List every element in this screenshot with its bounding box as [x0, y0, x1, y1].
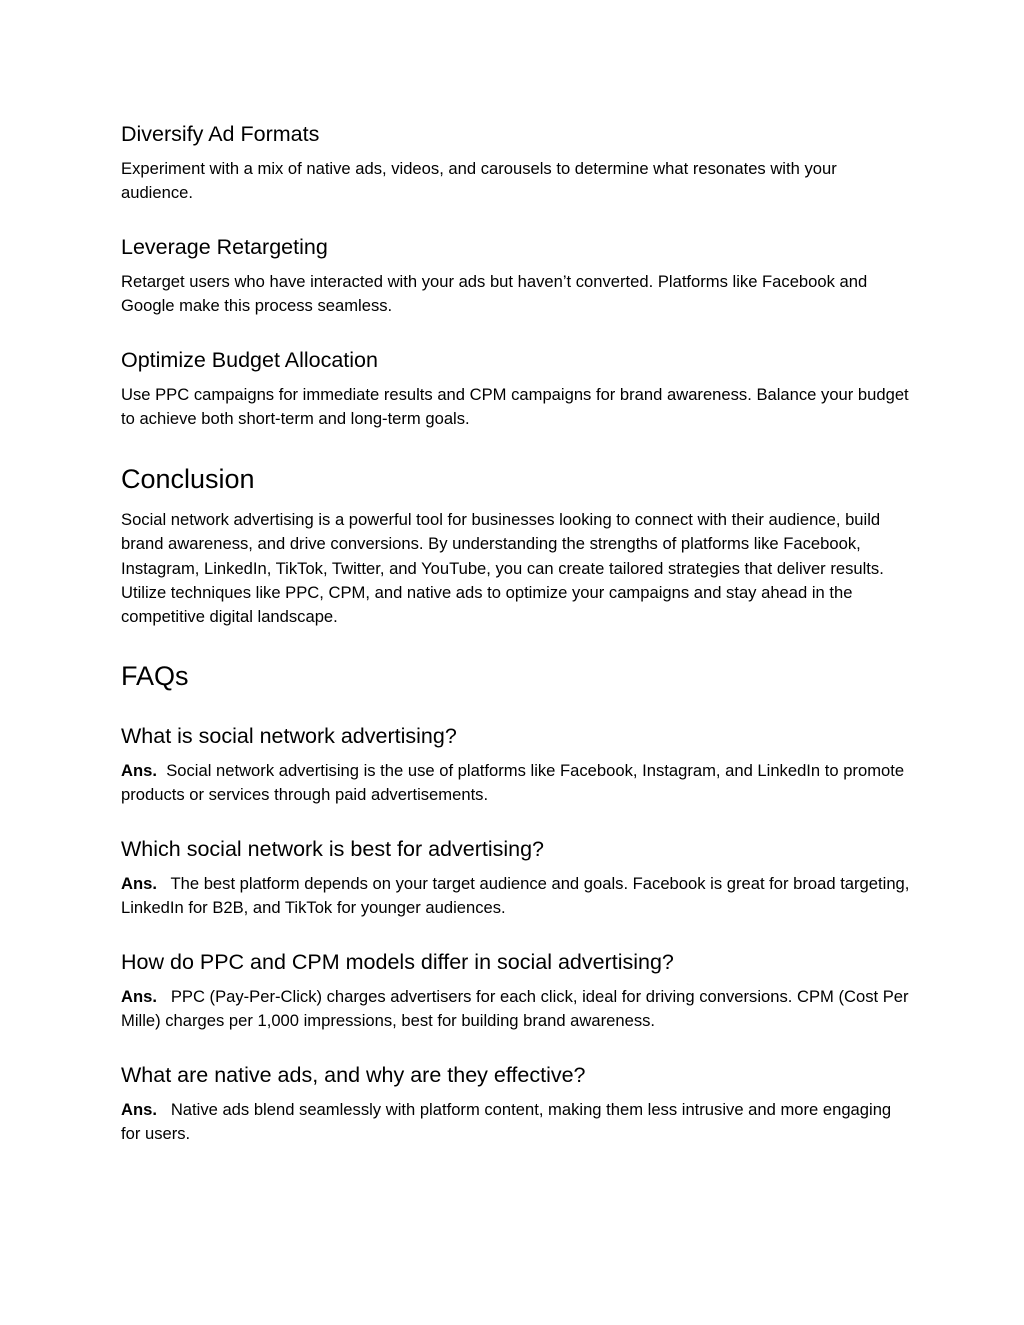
- faq-answer-label: Ans.: [121, 874, 157, 893]
- faq-answer-label: Ans.: [121, 987, 157, 1006]
- faq-question: What are native ads, and why are they effective?: [121, 1063, 586, 1087]
- faq-question: How do PPC and CPM models differ in social advertising?: [121, 950, 674, 974]
- section-body-diversify-ad-formats: Experiment with a mix of native ads, videos, and carousels to determine what resonates with your audience.: [121, 159, 837, 203]
- faqs-heading: FAQs: [121, 661, 189, 691]
- faq-answer-label: Ans.: [121, 1100, 157, 1119]
- section-body-optimize-budget-allocation: Use PPC campaigns for immediate results and CPM campaigns for brand awareness. Balance your budget to achieve both short-term and long-term goals.: [121, 385, 909, 429]
- faq-answer-text: The best platform depends on your target audience and goals. Facebook is great for broad targeting, LinkedIn for B2B, and TikTok for younger audiences.: [121, 874, 910, 918]
- faq-answer-label: Ans.: [121, 761, 157, 780]
- faq-answer: [121, 985, 911, 1034]
- faq-answer-text: Social network advertising is the use of platforms like Facebook, Instagram, and LinkedIn to promote products or services through paid advertisements.: [121, 761, 905, 805]
- section-heading-diversify-ad-formats: Diversify Ad Formats: [121, 122, 320, 146]
- section-heading-optimize-budget-allocation: Optimize Budget Allocation: [121, 348, 378, 372]
- section-heading-leverage-retargeting: Leverage Retargeting: [121, 235, 328, 259]
- faq-answer-text: Native ads blend seamlessly with platform content, making them less intrusive and more engaging for users.: [121, 1100, 892, 1144]
- section-body-leverage-retargeting: Retarget users who have interacted with your ads but haven’t converted. Platforms like Facebook and Google make this process seamless.: [121, 272, 868, 316]
- faq-answer: [121, 759, 911, 808]
- faq-answer: [121, 872, 911, 921]
- faq-question: What is social network advertising?: [121, 724, 457, 748]
- conclusion-body: Social network advertising is a powerful tool for businesses looking to connect with their audience, build brand awareness, and drive conversions. By understanding the strengths of platforms like Facebook, Instagram, LinkedIn, TikTok, Twitter, and YouTube, you can create tailored strategies that deliver results. Utilize techniques like PPC, CPM, and native ads to optimize your campaigns and stay ahead in the competitive digital landscape.: [121, 510, 884, 627]
- faq-answer-text: PPC (Pay-Per-Click) charges advertisers for each click, ideal for driving conversions. CPM (Cost Per Mille) charges per 1,000 impressions, best for building brand awareness.: [121, 987, 909, 1031]
- faq-question: Which social network is best for advertising?: [121, 837, 545, 861]
- conclusion-heading: Conclusion: [121, 464, 255, 494]
- faq-answer: [121, 1098, 911, 1147]
